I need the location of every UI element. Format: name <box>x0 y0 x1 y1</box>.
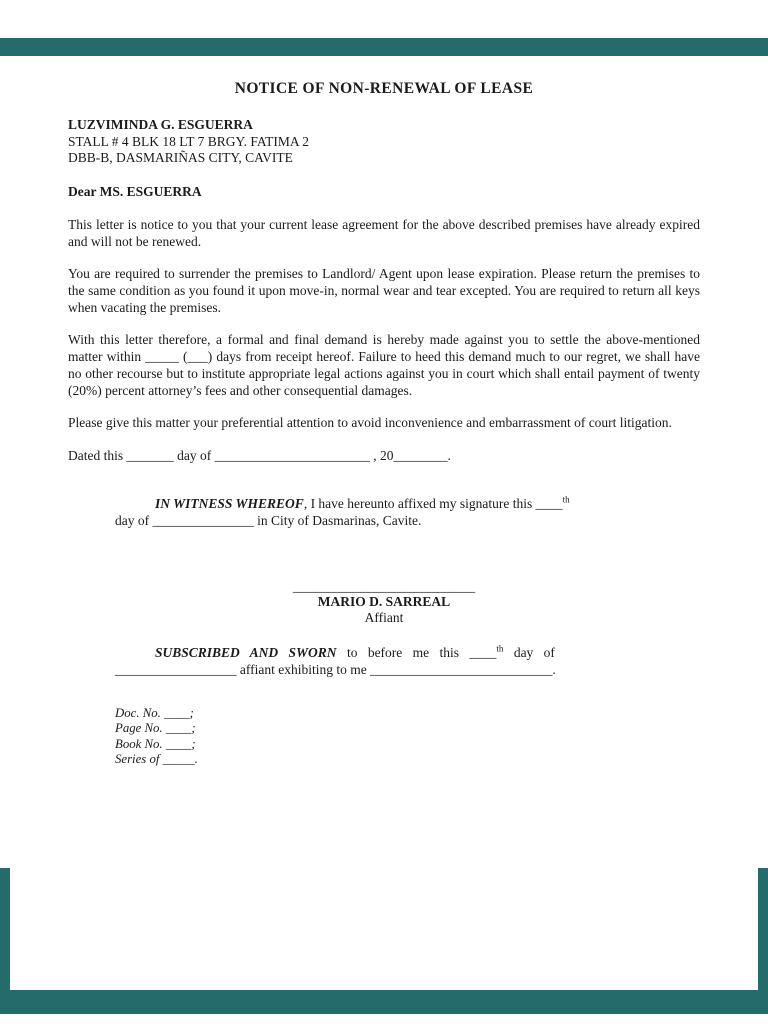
page-no-line: Page No. ____; <box>115 721 196 735</box>
witness-clause <box>115 495 700 529</box>
signatory-role: Affiant <box>364 609 404 625</box>
witness-rest: , I have hereunto affixed my signature this ____ <box>303 495 563 511</box>
letter-paragraph-3: With this letter therefore, a formal and final demand is hereby made against you to settle the above-mentioned matter within _____ (___) days from receipt hereof. Failure to heed this demand much to our regret, we shall have no other recourse but to institute appropriate legal actions against you in court which shall entail payment of twenty (20%) percent attorney’s fees and other consequential damages. <box>68 331 700 398</box>
letter-paragraph-1: This letter is notice to you that your current lease agreement for the above described premises have already expired and will not be renewed. <box>68 216 700 249</box>
jurat-line2: __________________ affiant exhibiting to me ___________________________. <box>115 661 556 677</box>
witness-ordinal-suffix: th <box>562 494 570 504</box>
viewer-page-gap-bottom <box>0 990 768 1014</box>
book-no-line: Book No. ____; <box>115 736 196 751</box>
jurat-clause <box>115 644 700 678</box>
recipient-name: LUZVIMINDA G. ESGUERRA <box>68 117 253 132</box>
letter-paragraph-2: You are required to surrender the premises to Landlord/ Agent upon lease expiration. Please return the premises to the same condition as you found it upon move-in, normal wear and tear excepted. You are required to return all keys when vacating the premises. <box>68 265 700 315</box>
salutation: Dear MS. ESGUERRA <box>68 183 202 199</box>
document-title: NOTICE OF NON-RENEWAL OF LEASE <box>234 80 534 97</box>
series-of-line: Series of _____. <box>115 752 198 766</box>
recipient-block <box>68 117 700 167</box>
recipient-address-line2: DBB-B, DASMARIÑAS CITY, CAVITE <box>68 150 293 165</box>
letter-paragraph-4: Please give this matter your preferential attention to avoid inconvenience and embarrassment of court litigation. <box>68 414 672 430</box>
recipient-address-line1: STALL # 4 BLK 18 LT 7 BRGY. FATIMA 2 <box>68 133 309 149</box>
signatory-name: MARIO D. SARREAL <box>317 593 451 609</box>
witness-line2: day of _______________ in City of Dasmarinas, Cavite. <box>115 512 422 528</box>
jurat-tail: day of <box>503 644 555 660</box>
jurat-ordinal-suffix: th <box>496 643 504 653</box>
signature-line: ___________________________ <box>292 578 476 594</box>
doc-no-line: Doc. No. ____; <box>115 705 194 720</box>
notarial-register-block <box>115 706 700 768</box>
jurat-mid: to before me this ____ <box>336 644 497 660</box>
signature-block <box>68 579 700 626</box>
jurat-lead-in: SUBSCRIBED AND SWORN <box>155 644 337 660</box>
witness-lead-in: IN WITNESS WHEREOF <box>155 495 304 511</box>
viewer-page-gap-top <box>0 38 768 56</box>
dated-line: Dated this _______ day of _______________________ , 20________. <box>68 447 451 463</box>
